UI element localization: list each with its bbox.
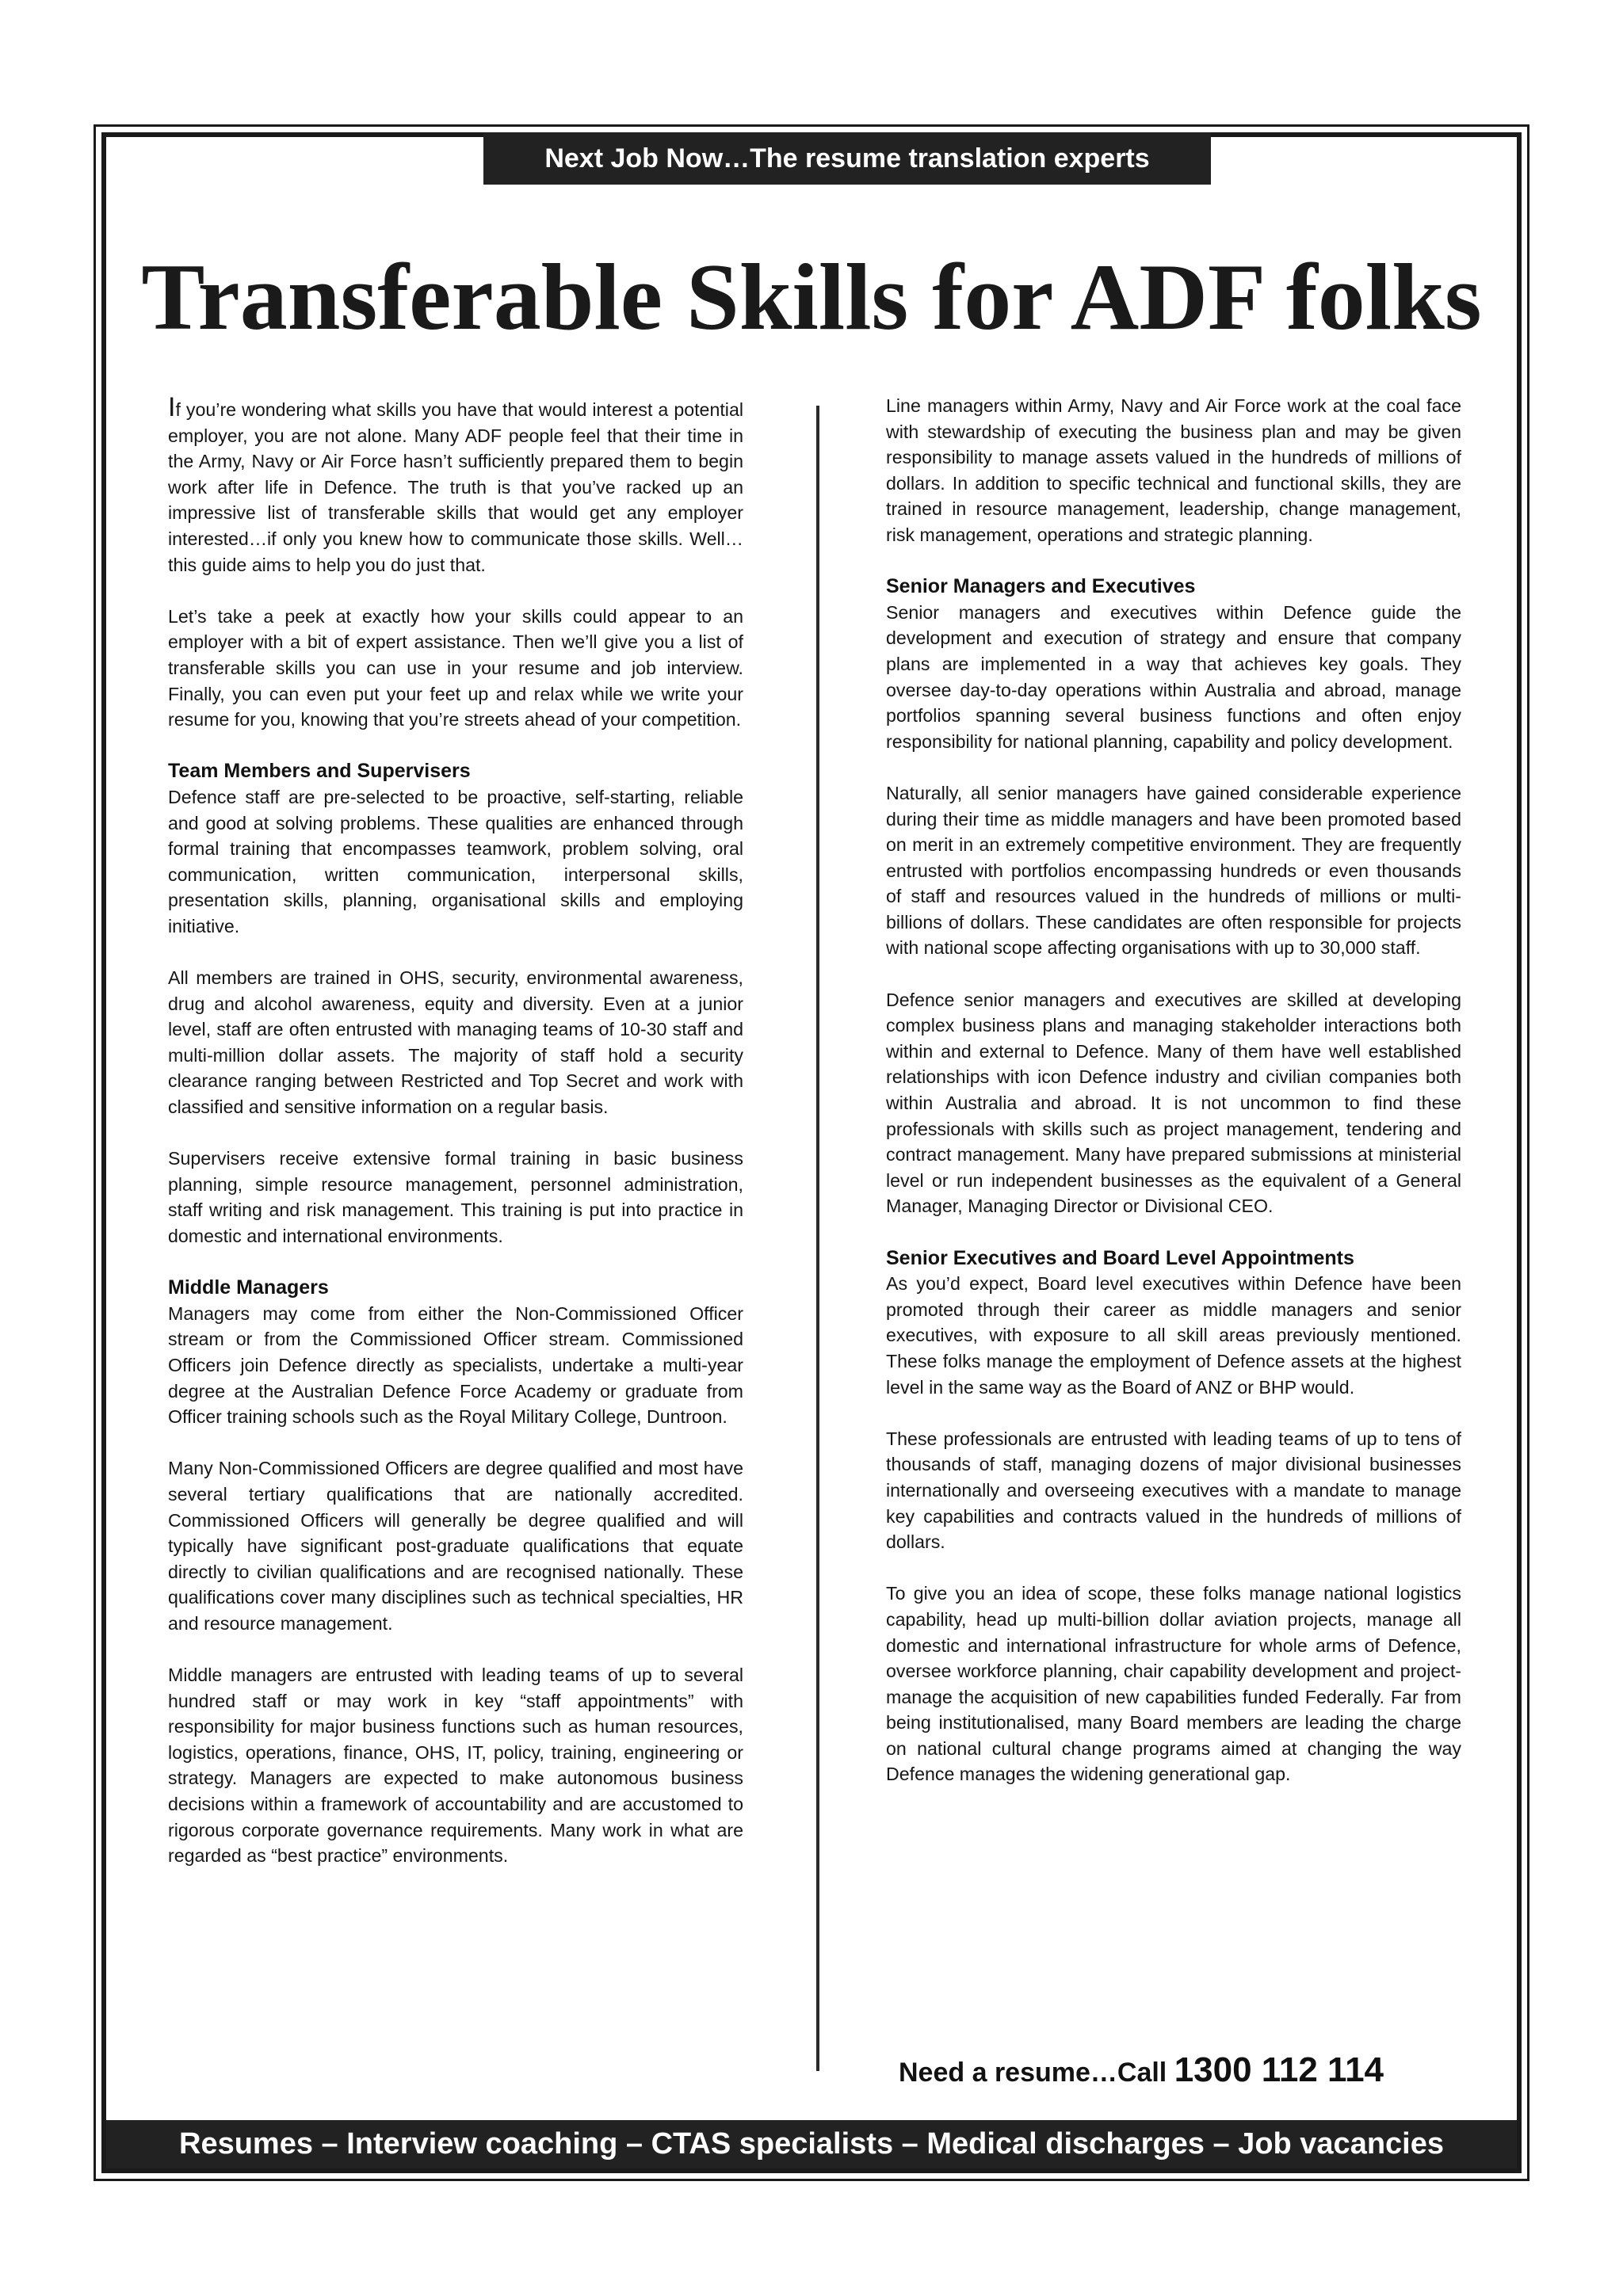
bottom-banner — [106, 2120, 1517, 2168]
page-title: Transferable Skills for ADF folks — [141, 244, 1482, 349]
heading-middle-managers: Middle Managers — [168, 1276, 329, 1299]
paragraph-board-1: As you’d expect, Board level executives within Defence have been promoted through their career as middle managers and senior executives, with exposure to all skill areas previously mentioned. These folks manage the employment of Defence assets at the highest level in the same way as the Board of ANZ or BHP would. — [886, 1273, 1461, 1398]
paragraph-line-managers: Line managers within Army, Navy and Air Force work at the coal face with stewardship of executing the business plan and may be given responsibility to manage assets valued in the hundreds of millions of dollars. In addition to specific technical and functional skills, they are trained in resource management, leadership, change management, risk management, operations and strategic planning. — [886, 395, 1461, 545]
intro-text: f you’re wondering what skills you have that would interest a potential employer, you are not alone. Many ADF people feel that their time in the Army, Navy or Air Force hasn’t sufficiently prepared them to begin work after life in Defence. The truth is that you’ve racked up an impressive list of transferable skills that would get any employer interested…if only you knew how to communicate those skills. Well…this guide aims to help you do just that. — [168, 399, 743, 575]
heading-team-members: Team Members and Supervisers — [168, 760, 471, 783]
heading-board-level: Senior Executives and Board Level Appointments — [886, 1246, 1354, 1269]
paragraph-middle-2: Many Non-Commissioned Officers are degree qualified and most have several tertiary qualifications that are nationally accredited. Commissioned Officers will generally be degree qualified and will typically have significant post-graduate qualifications that equate directly to civilian qualifications and are recognised nationally. These qualifications cover many disciplines such as technical specialties, HR and resource management. — [168, 1458, 743, 1634]
paragraph-team-2: All members are trained in OHS, security, environmental awareness, drug and alcohol awareness, equity and diversity. Even at a junior level, staff are often entrusted with managing teams of 10-30 staff and multi-million dollar assets. The majority of staff hold a security clearance ranging between Restricted and Top Secret and work with classified and sensitive information on a regular basis. — [168, 967, 743, 1118]
paragraph-senior-2: Naturally, all senior managers have gained considerable experience during their time as middle managers and have been promoted based on merit in an extremely competitive environment. They are frequently entrusted with portfolios encompassing hundreds or even thousands of staff and resources valued in the hundreds of millions or multi-billions of dollars. These candidates are often responsible for projects with national scope affecting organisations with up to 30,000 staff. — [886, 782, 1461, 959]
paragraph-middle-3: Middle managers are entrusted with leading teams of up to several hundred staff or may work in key “staff appointments” with responsibility for major business functions such as human resources, logistics, operations, finance, OHS, IT, policy, training, engineering or strategy. Managers are expected to make autonomous business decisions within a framework of accountability and are accustomed to rigorous corporate governance requirements. Many work in what are regarded as “best practice” environments. — [168, 1665, 743, 1867]
drop-cap: I — [168, 392, 176, 422]
paragraph-senior-3: Defence senior managers and executives are skilled at developing complex business plans and managing stakeholder interactions both within and external to Defence. Many of them have well established relationships with icon Defence industry and civilian companies both within Australia and abroad. It is not uncommon to find these professionals with skills such as project management, tendering and contract management. Many have prepared submissions at ministerial level or run independent businesses as the equivalent of a General Manager, Managing Director or Divisional CEO. — [886, 989, 1461, 1217]
paragraph-senior-1: Senior managers and executives within Defence guide the development and execution of strategy and ensure that company plans are implemented in a way that achieves key goals. They oversee day-to-day operations within Australia and abroad, manage portfolios spanning several business functions and often enjoy responsibility for national planning, capability and policy development. — [886, 601, 1461, 752]
cta-phone-number: 1300 112 114 — [1174, 2050, 1384, 2089]
top-banner-text: Next Job Now…The resume translation experts — [544, 143, 1150, 174]
paragraph-middle-1: Managers may come from either the Non-Commissioned Officer stream or from the Commissioned Officer stream. Commissioned Officers join Defence directly as specialists, undertake a multi-year degree at the Australian Defence Force Academy or graduate from Officer training schools such as the Royal Military College, Duntroon. — [168, 1302, 743, 1428]
cta-text: Need a resume…Call — [899, 2058, 1174, 2088]
paragraph-team-1: Defence staff are pre-selected to be proactive, self-starting, reliable and good at solving problems. These qualities are enhanced through formal training that encompasses teamwork, problem solving, oral communication, written communication, interpersonal skills, presentation skills, planning, organisational skills and employing initiative. — [168, 786, 743, 936]
intro-paragraph — [168, 392, 743, 578]
left-column — [168, 392, 743, 1894]
paragraph-team-3: Supervisers receive extensive formal training in basic business planning, simple resource management, personnel administration, staff writing and risk management. This training is put into practice in domestic and international environments. — [168, 1148, 743, 1246]
paragraph-board-3: To give you an idea of scope, these folks manage national logistics capability, head up multi-billion dollar aviation projects, manage all domestic and international infrastructure for whole arms of Defence, oversee workforce planning, chair capability development and project-manage the acquisition of new capabilities funded Federally. Far from being institutionalised, many Board members are leading the charge on national cultural change programs aimed at changing the way Defence manages the widening generational gap. — [886, 1583, 1461, 1785]
paragraph-board-2: These professionals are entrusted with leading teams of up to tens of thousands of staff, managing dozens of major divisional businesses internationally and overseeing executives with a mandate to manage key capabilities and contracts valued in the hundreds of millions of dollars. — [886, 1428, 1461, 1553]
call-to-action — [899, 2050, 1384, 2090]
column-divider — [816, 406, 819, 2071]
heading-senior-managers: Senior Managers and Executives — [886, 575, 1196, 598]
paragraph-skills-peek: Let’s take a peek at exactly how your skills could appear to an employer with a bit of expert assistance. Then we’ll give you a list of transferable skills you can use in your resume and job interview. Finally, you can even put your feet up and relax while we write your resume for you, knowing that you’re streets ahead of your competition. — [168, 605, 743, 730]
right-column — [886, 393, 1461, 1814]
top-banner — [483, 132, 1211, 185]
services-list: Resumes – Interview coaching – CTAS specialists – Medical discharges – Job vacancies — [179, 2127, 1444, 2161]
